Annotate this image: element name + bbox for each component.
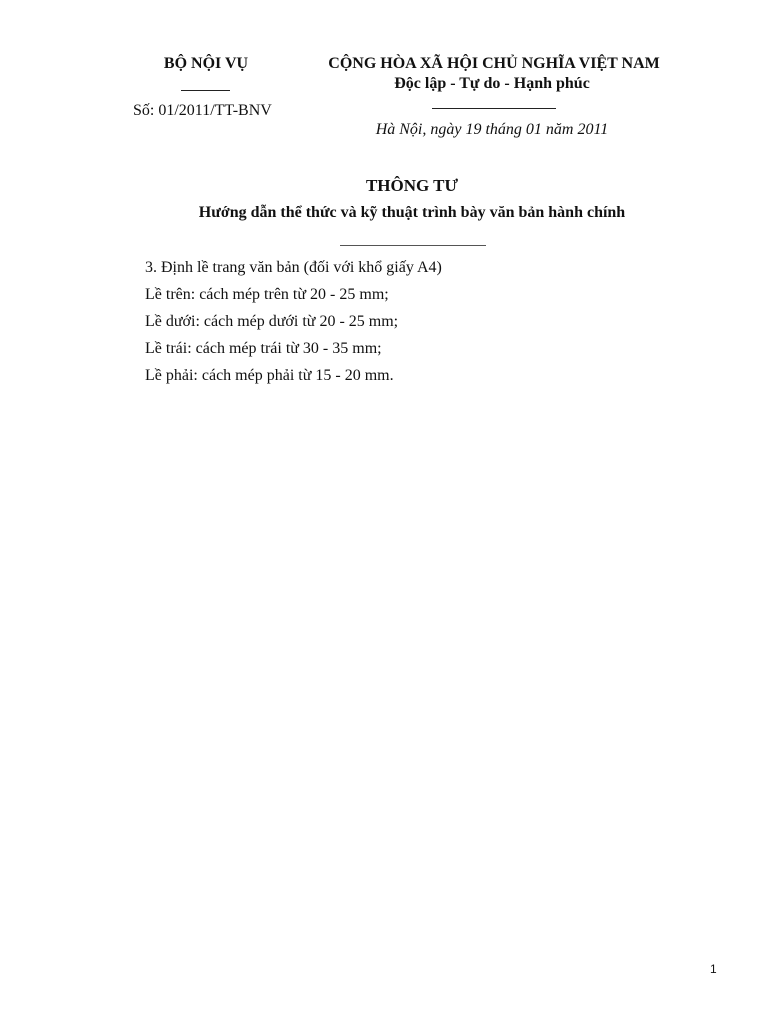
document-subject: Hướng dẫn thể thức và kỹ thuật trình bày văn bản hành chính [198, 204, 626, 221]
motto-underline [432, 108, 556, 109]
nation-motto: Độc lập - Tự do - Hạnh phúc [394, 75, 590, 92]
page-number: 1 [710, 962, 717, 976]
body-line-bottom-margin: Lề dưới: cách mép dưới từ 20 - 25 mm; [145, 313, 399, 330]
body-line-top-margin: Lề trên: cách mép trên từ 20 - 25 mm; [145, 286, 389, 303]
document-type-title: THÔNG TƯ [365, 176, 459, 195]
document-number: Số: 01/2011/TT-BNV [133, 102, 272, 119]
body-line-left-margin: Lề trái: cách mép trái từ 30 - 35 mm; [145, 340, 382, 357]
issue-date: Hà Nội, ngày 19 tháng 01 năm 2011 [375, 121, 609, 138]
nation-title: CỘNG HÒA XÃ HỘI CHỦ NGHĨA VIỆT NAM [328, 55, 660, 72]
agency-underline [181, 90, 230, 91]
body-line-right-margin: Lề phải: cách mép phải từ 15 - 20 mm. [145, 367, 394, 384]
subject-divider [340, 245, 486, 246]
agency-name: BỘ NỘI VỤ [163, 55, 249, 72]
body-line-heading: 3. Định lề trang văn bản (đối với khổ giấy A4) [145, 259, 442, 276]
